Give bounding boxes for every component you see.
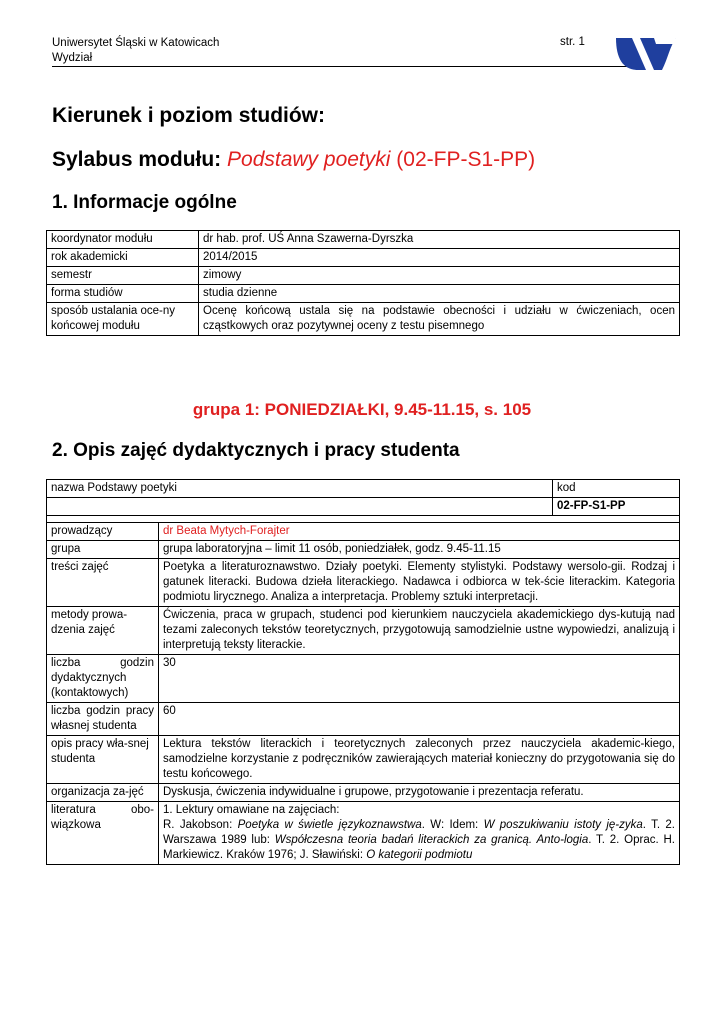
literature-title: Współczesna teoria badań literackich za granicą. Anto-logia	[274, 834, 589, 846]
table-row	[47, 523, 680, 541]
code-label: kod	[553, 480, 680, 498]
row-label: koordynator modułu	[47, 231, 199, 249]
table-row	[47, 784, 680, 802]
section2-heading: 2. Opis zajęć dydaktycznych i pracy studenta	[52, 440, 460, 461]
row-label: opis pracy wła-snej studenta	[47, 736, 159, 784]
module-name-cell: nazwa Podstawy poetyki	[47, 480, 553, 498]
literature-title: Poetyka w świetle językoznawstwa	[237, 819, 422, 831]
syllabus-prefix: Sylabus modułu:	[52, 148, 228, 171]
row-value: 2014/2015	[199, 249, 680, 267]
row-label: sposób ustalania oce-ny końcowej modułu	[47, 303, 199, 336]
row-value: Lektura tekstów literackich i teoretycznych zaleconych przez nauczyciela akademic-kiego, samodzielne korzystanie z podręczników zawierających materiał konieczny do przygotowania się do testu końcowego.	[159, 736, 680, 784]
literature-part: . W: Idem:	[421, 819, 484, 831]
row-value: zimowy	[199, 267, 680, 285]
literature-part: . T. 2. Warszawa 1989 lub:	[163, 819, 676, 846]
row-label: forma studiów	[47, 285, 199, 303]
row-value: studia dzienne	[199, 285, 680, 303]
empty-cell	[47, 498, 553, 516]
table-row	[47, 498, 680, 516]
row-label: liczba godzin pracy własnej studenta	[47, 703, 159, 736]
module-name: Podstawy poetyki	[227, 148, 391, 171]
table-row	[47, 267, 680, 285]
row-value: Dyskusja, ćwiczenia indywidualne i grupowe, przygotowanie i prezentacja referatu.	[159, 784, 680, 802]
general-info-table	[46, 230, 680, 336]
row-value: 30	[159, 655, 680, 703]
row-label: grupa	[47, 541, 159, 559]
table-row	[47, 541, 680, 559]
row-value: dr hab. prof. UŚ Anna Szawerna-Dyrszka	[199, 231, 680, 249]
university-name: Uniwersytet Śląski w Katowicach	[52, 37, 220, 49]
table-row	[47, 655, 680, 703]
code-value: 02-FP-S1-PP	[553, 498, 680, 516]
table-row	[47, 249, 680, 267]
row-label: treści zajęć	[47, 559, 159, 607]
page-header	[52, 36, 219, 66]
table-row	[47, 480, 680, 498]
literature-part: R. Jakobson:	[163, 819, 238, 831]
literature-text	[163, 818, 675, 863]
row-label: liczba godzin dydaktycznych (kontaktowych)	[47, 655, 159, 703]
table-row	[47, 703, 680, 736]
group-heading: grupa 1: PONIEDZIAŁKI, 9.45-11.15, s. 105	[192, 400, 532, 419]
table-row	[47, 802, 680, 865]
table-row	[47, 285, 680, 303]
row-label: semestr	[47, 267, 199, 285]
table-row	[47, 736, 680, 784]
course-description-table	[46, 479, 680, 865]
section1-heading: 1. Informacje ogólne	[52, 192, 237, 213]
row-value: 60	[159, 703, 680, 736]
table-row	[47, 303, 680, 336]
syllabus-title	[52, 148, 535, 172]
literature-line: 1. Lektury omawiane na zajęciach:	[163, 804, 340, 816]
row-value: Ćwiczenia, praca w grupach, studenci pod kierunkiem nauczyciela akademickiego dys-kutują nad tezami zaleconych tekstów teoretycznych, przygotowują samodzielnie ustne wypowiedzi, analizują i interpretują teksty literackie.	[159, 607, 680, 655]
literature-part: . T. 2. Oprac. H. Markiewicz. Kraków 1976; J. Sławiński:	[163, 834, 675, 861]
table-row	[47, 559, 680, 607]
module-code: (02-FP-S1-PP)	[390, 148, 536, 171]
row-value: Poetyka a literaturoznawstwo. Działy poetyki. Elementy stylistyki. Podstawy wersolo-gii. Rodzaj i gatunek literacki. Budowa dzieła literackiego. Nadawca i odbiorca w tek-ście literackim. Kategoria podmiotu lirycznego. Analiza a interpretacja. Problemy sztuki interpretacji.	[159, 559, 680, 607]
table-row	[47, 231, 680, 249]
header-divider	[52, 66, 628, 67]
university-logo	[610, 30, 678, 78]
page-title: Kierunek i poziom studiów:	[52, 104, 326, 127]
row-label: rok akademicki	[47, 249, 199, 267]
row-label: metody prowa-dzenia zajęć	[47, 607, 159, 655]
literature-title: W poszukiwaniu istoty ję-zyka	[483, 819, 643, 831]
literature-value	[159, 802, 680, 865]
row-value: Ocenę końcową ustala się na podstawie obecności i udziału w ćwiczeniach, ocen cząstkowych oraz pozytywnej oceny z testu pisemnego	[199, 303, 680, 336]
table-row	[47, 516, 680, 523]
instructor-name: dr Beata Mytych-Forajter	[159, 523, 680, 541]
faculty-name: Wydział	[52, 52, 93, 64]
spacer-row	[47, 516, 680, 523]
row-label: organizacja za-jęć	[47, 784, 159, 802]
page-number: str. 1	[560, 36, 585, 48]
row-label: literatura obo-wiązkowa	[47, 802, 159, 865]
table-row	[47, 607, 680, 655]
row-value: grupa laboratoryjna – limit 11 osób, poniedziałek, godz. 9.45-11.15	[159, 541, 680, 559]
literature-title: O kategorii podmiotu	[366, 849, 473, 861]
row-label: prowadzący	[47, 523, 159, 541]
